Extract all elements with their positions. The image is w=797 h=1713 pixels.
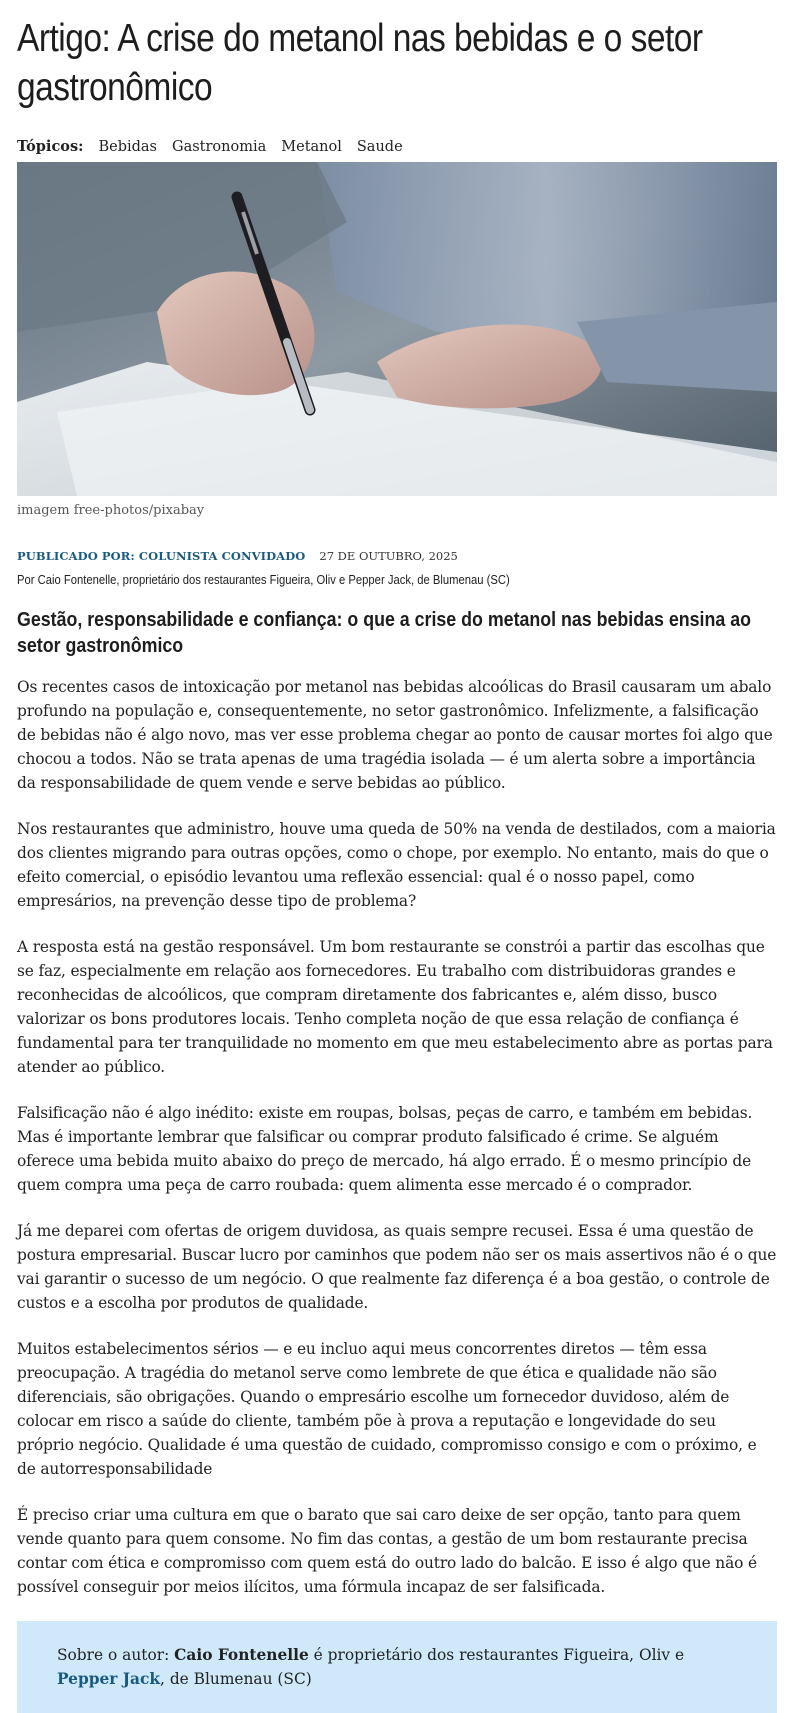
paragraph: É preciso criar uma cultura em que o barato que sai caro deixe de ser opção, tanto para quem vende quanto para quem consome. No fim das contas, a gestão de um bom restaurante precisa contar com ética e compromisso com quem está do outro lado do balcão. E isso é algo que não é possível conseguir por meios ilícitos, uma fórmula incapaz de ser falsificada. [17, 1506, 757, 1596]
author-box-prefix: Sobre o autor: [57, 1646, 175, 1664]
author-name: Caio Fontenelle [174, 1646, 309, 1664]
topics-bar [17, 138, 777, 155]
image-caption: imagem free-photos/pixabay [17, 503, 205, 518]
author-box-middle: é proprietário dos restaurantes Figueira, Oliv e [308, 1646, 685, 1664]
hero-image [17, 162, 777, 496]
paragraph: Falsificação não é algo inédito: existe em roupas, bolsas, peças de carro, e também em bebidas. Mas é importante lembrar que falsificar ou comprar produto falsificado é crime. Se alguém oferece uma bebida muito abaixo do preço de mercado, há algo errado. É o mesmo princípio de quem compra uma peça de carro roubada: quem alimenta esse mercado é o comprador. [17, 1104, 753, 1194]
paragraph: Já me deparei com ofertas de origem duvidosa, as quais sempre recusei. Essa é uma questão de postura empresarial. Buscar lucro por caminhos que podem não ser os mais assertivos não é o que vai garantir o sucesso de um negócio. O que realmente faz diferença é a boa gestão, o controle de custos e a escolha por produtos de qualidade. [17, 1222, 777, 1312]
author-restaurant-link[interactable]: Pepper Jack [57, 1670, 161, 1688]
article-subtitle: Gestão, responsabilidade e confiança: o que a crise do metanol nas bebidas ensina ao setor gastronômico [17, 609, 751, 657]
topic-link-saude[interactable]: Saude [356, 138, 403, 155]
paragraph: Muitos estabelecimentos sérios — e eu incluo aqui meus concorrentes diretos — têm essa preocupação. A tragédia do metanol serve como lembrete de que ética e qualidade não são diferenciais, são obrigações. Quando o empresário escolhe um fornecedor duvidoso, além de colocar em risco a saúde do cliente, também põe à prova a reputação e longevidade do seu próprio negócio. Qualidade é uma questão de cuidado, compromisso consigo e com o próximo, e de autorresponsabilidade [17, 1340, 757, 1478]
author-box [17, 1621, 777, 1713]
paragraph: Nos restaurantes que administro, houve uma queda de 50% na venda de destilados, com a maioria dos clientes migrando para outras opções, como o chope, por exemplo. No entanto, mais do que o efeito comercial, o episódio levantou uma reflexão essencial: qual é o nosso papel, como empresários, na prevenção desse tipo de problema? [17, 820, 776, 910]
topic-link-metanol[interactable]: Metanol [281, 138, 342, 155]
author-box-suffix: , de Blumenau (SC) [160, 1670, 312, 1688]
byline: Por Caio Fontenelle, proprietário dos restaurantes Figueira, Oliv e Pepper Jack, de Blumenau (SC) [17, 573, 510, 587]
article-body [17, 675, 777, 1599]
article [17, 0, 777, 1713]
paragraph: A resposta está na gestão responsável. Um bom restaurante se constrói a partir das escolhas que se faz, especialmente em relação aos fornecedores. Eu trabalho com distribuidoras grandes e reconhecidas de alcoólicos, que compram diretamente dos fabricantes e, além disso, busco valorizar os bons produtores locais. Tenho completa noção de que essa relação de confiança é fundamental para ter tranquilidade no momento em que meu estabelecimento abre as portas para atender ao público. [17, 938, 773, 1076]
article-meta [17, 549, 777, 563]
publisher-label[interactable]: PUBLICADO POR: COLUNISTA CONVIDADO [17, 549, 306, 563]
publish-date: 27 DE OUTUBRO, 2025 [319, 549, 458, 563]
topics-label: Tópicos: [17, 138, 84, 155]
topic-link-bebidas[interactable]: Bebidas [98, 138, 157, 155]
article-title: Artigo: A crise do metanol nas bebidas e o setor gastronômico [17, 17, 703, 109]
topic-link-gastronomia[interactable]: Gastronomia [172, 138, 267, 155]
paragraph: Os recentes casos de intoxicação por metanol nas bebidas alcoólicas do Brasil causaram um abalo profundo na população e, consequentemente, no setor gastronômico. Infelizmente, a falsificação de bebidas não é algo novo, mas ver esse problema chegar ao ponto de causar mortes foi algo que chocou a todos. Não se trata apenas de uma tragédia isolada — é um alerta sobre a importância da responsabilidade de quem vende e serve bebidas ao público. [17, 678, 773, 792]
